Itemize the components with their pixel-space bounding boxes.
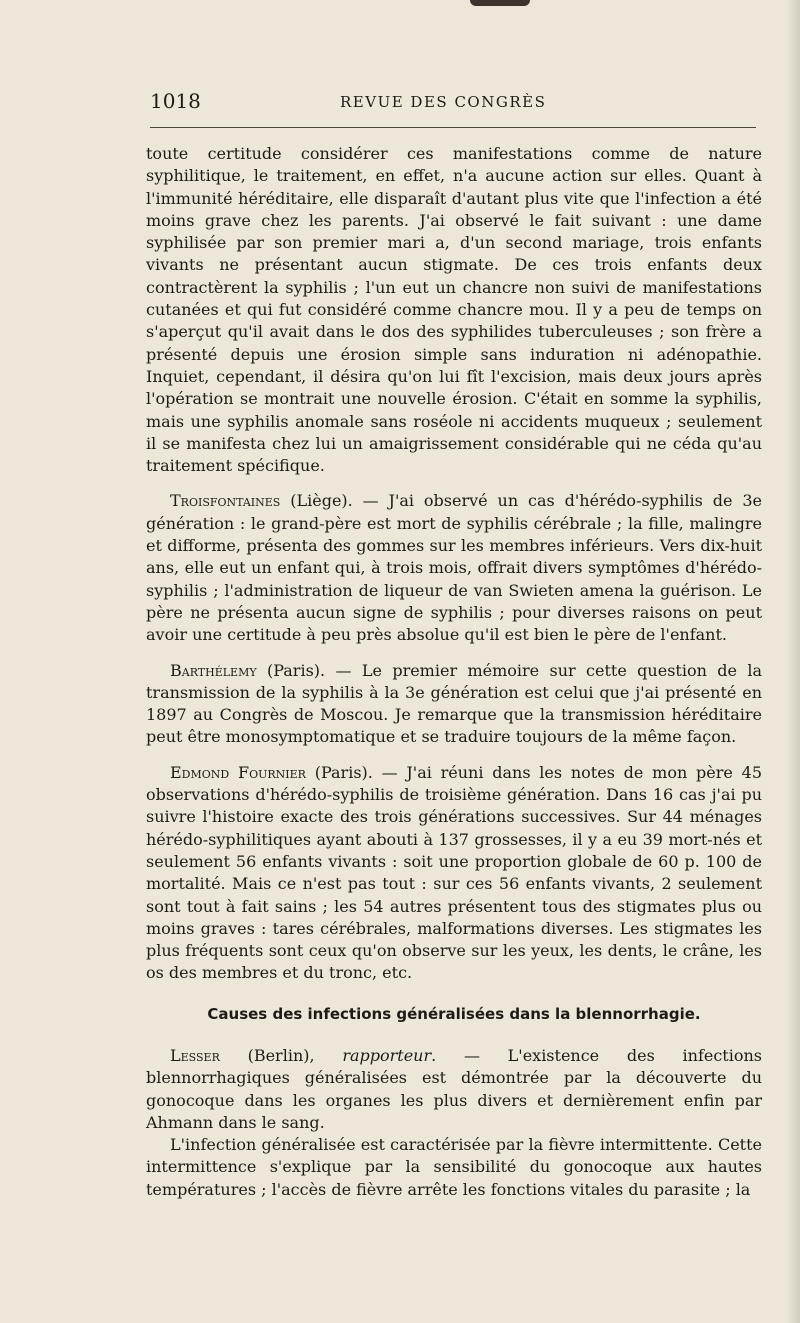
- author-name: Lesser: [170, 1045, 220, 1065]
- page-header: [150, 90, 760, 112]
- page-number: 1018: [150, 89, 201, 113]
- paragraph-lesser: [146, 1045, 762, 1134]
- paragraph-text: (Paris). — Le premier mémoire sur cette question de la transmission de la syphilis à la 3e génération est celui que j'ai présenté en 1897 au Congrès de Moscou. Je remarque que la transmission héréditaire peut être monosymptomatique et se traduire toujours de la même façon.: [146, 660, 762, 747]
- author-name: Troisfontaines: [170, 491, 281, 511]
- paragraph-barthelemy: [146, 660, 762, 749]
- body-text: [146, 143, 762, 1201]
- paragraph-text: (Liège). — J'ai observé un cas d'hérédo-syphilis de 3e génération : le grand-père est mort de syphilis cérébrale ; la fille, malingre et difforme, présenta des gommes sur les membres inférieurs. Vers dix-huit ans, elle eut un enfant qui, à trois mois, offrait divers symptômes d'hérédo-syphilis ; l'administration de liqueur de van Swieten amena la guérison. Le père ne présenta aucun signe de syphilis ; pour diverses raisons on peut avoir une certitude à peu près absolue qu'il est bien le père de l'enfant.: [146, 491, 762, 645]
- paragraph-text: (Paris). — J'ai réuni dans les notes de mon père 45 observations d'hérédo-syphilis de troisième génération. Dans 16 cas j'ai pu suivre l'histoire exacte des trois générations successives. Sur 44 ménages hérédo-syphilitiques ayant abouti à 137 grossesses, il y a eu 39 mort-nés et seulement 56 enfants vivants : soit une proportion globale de 60 p. 100 de mortalité. Mais ce n'est pas tout : sur ces 56 enfants vivants, 2 seulement sont tout à fait sains ; les 54 autres présentent tous des stigmates plus ou moins graves : tares cérébrales, malformations diverses. Les stigmates les plus fréquents sont ceux qu'on observe sur les yeux, les dents, le crâne, les os des membres et du tronc, etc.: [146, 762, 762, 983]
- section-heading: Causes des infections généralisées dans la blennorrhagie.: [207, 1004, 701, 1023]
- paragraph-troisfontaines: [146, 490, 762, 646]
- author-place: (Berlin),: [219, 1045, 343, 1065]
- paragraph-text: . — L'existence des infections blennorrhagiques généralisées est démontrée par la découverte du gonocoque dans les organes les plus divers et dernièrement enfin par Ahmann dans le sang.: [146, 1045, 763, 1132]
- binding-mark: [470, 0, 530, 6]
- paragraph-infection: L'infection généralisée est caractérisée par la fièvre intermittente. Cette intermittence s'explique par la sensibilité du gonocoque aux hautes températures ; l'accès de fièvre arrête les fonctions vitales du parasite ; la: [146, 1135, 762, 1199]
- author-name: Edmond Fournier: [170, 762, 306, 782]
- author-role: rapporteur: [342, 1045, 432, 1065]
- page-edge-shadow: [786, 0, 800, 1323]
- paragraph-continuation: toute certitude considérer ces manifestations comme de nature syphilitique, le traitement, en effet, n'a aucune action sur elles. Quant à l'immunité héréditaire, elle disparaît d'autant plus vite que l'infection a été moins grave chez les parents. J'ai observé le fait suivant : une dame syphilisée par son premier mari a, d'un second mariage, trois enfants vivants ne présentant aucun stigmate. De ces trois enfants deux contractèrent la syphilis ; l'un eut un chancre non suivi de manifestations cutanées et qui fut considéré comme chancre mou. Il y a peu de temps on s'aperçut qu'il avait dans le dos des syphilides tuberculeuses ; son frère a présenté depuis une érosion simple sans induration ni adénopathie. Inquiet, cependant, il désira qu'on lui fît l'excision, mais deux jours après l'opération se montrait une nouvelle érosion. C'était en somme la syphilis, mais une syphilis anomale sans roséole ni accidents muqueux ; seulement il se manifesta chez lui un amaigrissement considérable qui ne céda qu'au traitement spécifique.: [146, 144, 762, 476]
- running-title: REVUE DES CONGRÈS: [340, 93, 547, 111]
- author-name: Barthélemy: [170, 660, 257, 680]
- header-rule: [150, 127, 756, 128]
- paragraph-fournier: [146, 762, 762, 985]
